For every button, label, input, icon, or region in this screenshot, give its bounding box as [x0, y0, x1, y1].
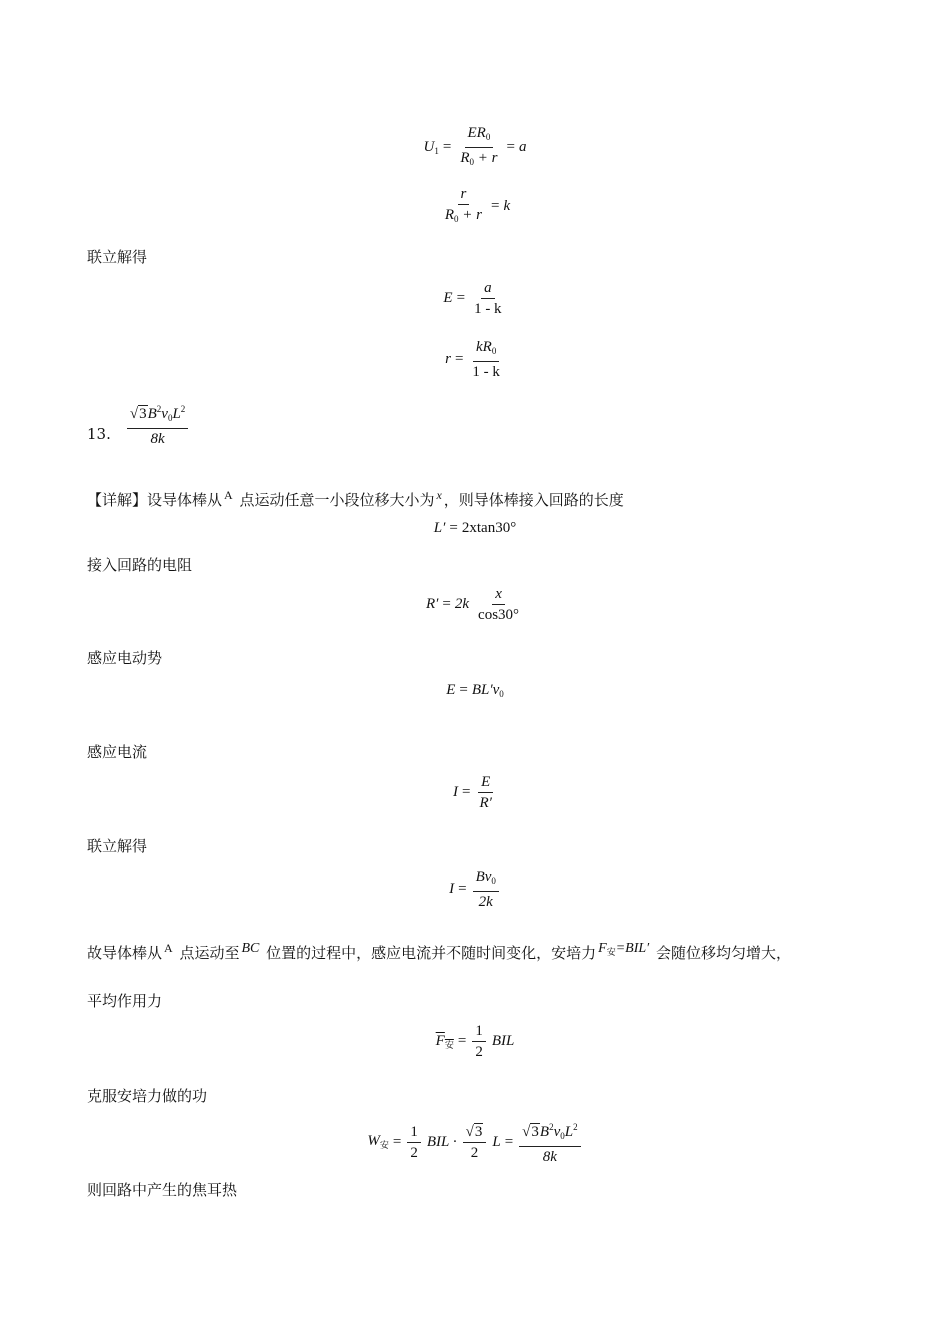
detail-explanation: 【详解】设导体棒从 $^A$ 点运动任意一小段位移大小为 $^x$ ，则导体棒接入回路的长度: [87, 488, 624, 509]
text-heat: 则回路中产生的焦耳热: [87, 1181, 238, 1199]
equation-u1: $U_1$ = $\frac{ER_0}{R_0 + r}$ = a: [423, 125, 527, 167]
equation-r: r = $\frac{kR_0}{1 - k}$: [445, 339, 500, 380]
equation-current: I = $\frac{E}{R'}$: [453, 774, 492, 811]
question-13-answer: 13. √ 3 $B^2v_0L^2$ 8k: [87, 400, 190, 448]
equation-l-prime: L′ = 2xtan30°: [433, 520, 517, 536]
equation-r-prime: R′ = 2k $\frac{x}{\cos 30^\circ}$: [425, 586, 520, 623]
equation-avg-force: $F_安$ = $\frac{1}{2}$ BIL: [435, 1023, 515, 1060]
paragraph-ampere-force: 故导体棒从 $^A$ 点运动至 BC 位置的过程中，感应电流并不随时间变化，安培力 $F_安=BIL'$ 会随位移均匀增大，: [87, 941, 792, 962]
equation-work: $W_安$ = $\frac{1}{2}$ BIL · √ 3 2 L = √ 3 $B^2v_0L^2$ 8k: [0, 1118, 950, 1166]
equation-current-result: I = $\frac{Bv_0}{2k}$: [0, 868, 950, 911]
text-current: 感应电流: [87, 743, 148, 761]
text-lianli-1: 联立解得: [87, 248, 148, 266]
equation-emf: E = $BL'v_0$: [446, 682, 504, 699]
text-emf: 感应电动势: [87, 649, 163, 667]
text-work: 克服安培力做的功: [87, 1087, 208, 1105]
text-lianli-2: 联立解得: [87, 837, 148, 855]
text-avg-force: 平均作用力: [87, 992, 163, 1010]
equation-e: E = $\frac{a}{1 - k}$: [443, 280, 502, 317]
question-number: 13.: [87, 425, 111, 443]
equation-ratio-k: $\frac{r}{R_0 + r}$ = k: [444, 186, 511, 224]
text-resistance: 接入回路的电阻: [87, 556, 193, 574]
